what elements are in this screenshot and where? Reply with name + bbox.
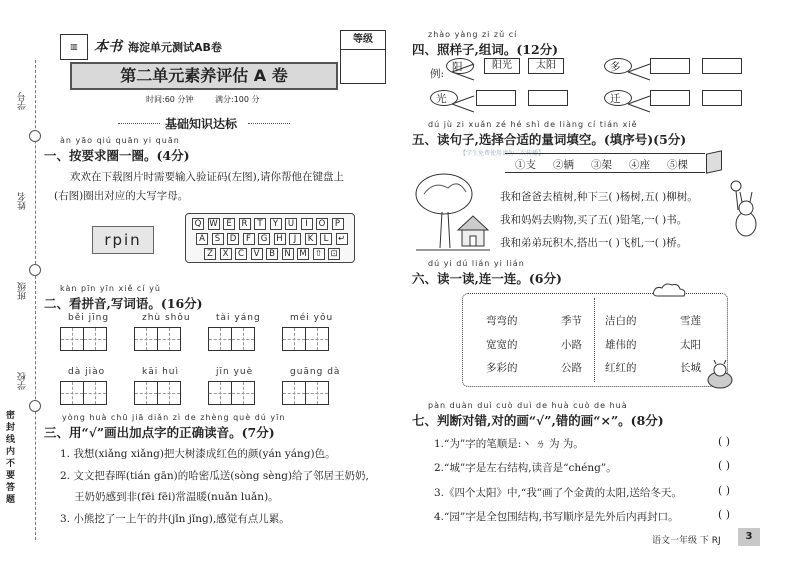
q6-right-a-1[interactable]: 洁白的	[605, 315, 637, 327]
exam-score: 满分:100 分	[215, 95, 260, 104]
footer-subject: 语文一年级 下 RJ	[652, 536, 721, 546]
answer-paren-1[interactable]: ( )	[718, 435, 731, 448]
q4-blank[interactable]	[650, 58, 690, 74]
q2-writing-grid[interactable]	[134, 327, 181, 351]
margin-label-name: 姓名	[18, 192, 28, 210]
q6-right-b-1[interactable]: 雪莲	[680, 315, 701, 327]
margin-label-student-number: 学号	[18, 92, 28, 110]
q2-item-pinyin: guāng dà	[290, 367, 341, 377]
writing-cell[interactable]	[83, 381, 107, 405]
bunny-illustration	[722, 180, 762, 250]
writing-cell[interactable]	[134, 327, 158, 351]
q3-pinyin: yòng huà chū jiā diǎn zì de zhèng què dú yīn	[62, 413, 286, 422]
keyboard-key[interactable]: H	[274, 233, 286, 245]
keyboard-key[interactable]: W	[209, 219, 218, 229]
example-word-1: 阳光	[484, 58, 520, 74]
exam-time: 时间:60 分钟	[146, 95, 194, 104]
example-word-2: 太阳	[528, 58, 564, 74]
keyboard-key[interactable]: J	[289, 233, 301, 245]
q4-char-2: 光	[436, 93, 447, 105]
q2-writing-grid[interactable]	[208, 381, 255, 405]
q5-sentence-3: 我和弟弟玩积木,搭出一( )飞机,一( )桥。	[500, 237, 688, 249]
answer-paren-4[interactable]: ( )	[718, 508, 731, 521]
q2-item-pinyin: kāi huì	[142, 367, 179, 377]
q4-blank[interactable]	[650, 90, 690, 106]
part-title-line-right	[248, 123, 290, 124]
option-2: ②辆	[553, 159, 574, 171]
q4-example-label: 例:	[430, 68, 445, 80]
q7-item-2: 2.“城”字是左右结构,读音是“chéng”。	[434, 462, 617, 474]
q5-sentence-2: 我和妈妈去购物,买了五( )铅笔,一( )书。	[500, 214, 688, 226]
q6-pinyin: dú yi dú lián yi lián	[428, 259, 525, 268]
q4-blank[interactable]	[702, 90, 742, 106]
captcha-image: rpin	[92, 226, 154, 254]
q3-title: 三、用“√”画出加点字的正确读音。(7分)	[44, 425, 275, 440]
keyboard-key[interactable]: I	[301, 218, 313, 230]
keyboard-key[interactable]: L	[320, 233, 332, 245]
q7-pinyin: pàn duàn duì cuò duì de huà cuò de huà	[428, 401, 628, 410]
keyboard-key[interactable]: V	[251, 248, 263, 260]
keyboard-key[interactable]: A	[196, 233, 208, 245]
q2-title: 二、看拼音,写词语。(16分)	[44, 296, 203, 311]
q6-left-a-2[interactable]: 宽宽的	[486, 339, 518, 351]
series-name: 海淀单元测试AB卷	[128, 41, 222, 54]
option-1: ①支	[515, 159, 536, 171]
robot-illustration	[702, 360, 738, 390]
option-5: ⑤棵	[667, 159, 688, 171]
q3-item-2: 2. 文文把春晖(tián gān)的哈密瓜送(sòng sèng)给了邻居王奶奶,	[60, 470, 369, 482]
example-char: 阳	[452, 61, 463, 73]
q4-blank[interactable]	[476, 90, 516, 106]
q6-left-b-3[interactable]: 公路	[561, 362, 582, 374]
q4-blank[interactable]	[702, 58, 742, 74]
writing-cell[interactable]	[60, 327, 84, 351]
q5-pinyin: dú jù zi xuǎn zé hé shì de liàng cí tián xiě	[428, 120, 638, 129]
writing-cell[interactable]	[305, 327, 329, 351]
page-number: 3	[738, 528, 760, 546]
q2-item-pinyin: tài yáng	[216, 313, 261, 323]
q6-right-a-3[interactable]: 红红的	[605, 362, 637, 374]
q3-item-3: 3. 小熊挖了一上午的井(jǐn jǐng),感觉有点儿累。	[60, 513, 290, 525]
margin-label-class: 班级	[18, 282, 28, 300]
writing-cell[interactable]	[231, 327, 255, 351]
option-3: ③架	[591, 159, 612, 171]
q7-item-1: 1.“为”字的笔顺是:丶 ㄌ 为 为。	[434, 438, 584, 450]
keyboard-key[interactable]: X	[220, 248, 232, 260]
q1-instruction-1: 欢欢在下载图片时需要输入验证码(左图),请你帮他在键盘上	[70, 171, 345, 183]
keyboard-key[interactable]: R	[239, 218, 251, 230]
q7-item-4: 4.“园”字是全包围结构,书写顺序是先外后内再封口。	[434, 511, 679, 523]
binding-hole	[29, 130, 41, 142]
keyboard-key[interactable]: D	[227, 233, 239, 245]
keyboard-key[interactable]: B	[266, 248, 278, 260]
keyboard	[185, 213, 355, 263]
title-banner	[70, 62, 338, 90]
writing-cell[interactable]	[60, 381, 84, 405]
keyboard-key[interactable]: S	[212, 233, 224, 245]
q2-item-pinyin: jīn yuè	[216, 367, 254, 377]
q6-right-a-2[interactable]: 雄伟的	[605, 339, 637, 351]
cloud-icon	[652, 282, 688, 300]
q6-right-b-2[interactable]: 太阳	[680, 339, 701, 351]
keyboard-key[interactable]: G	[258, 233, 270, 245]
margin-label-school: 学校	[18, 372, 28, 390]
q6-title: 六、读一读,连一连。(6分)	[412, 271, 562, 286]
writing-cell[interactable]	[282, 381, 306, 405]
keyboard-key[interactable]: F	[243, 233, 255, 245]
grade-label: 等级	[341, 31, 385, 50]
keyboard-key[interactable]: T	[254, 218, 266, 230]
q4-blank[interactable]	[528, 90, 568, 106]
writing-cell[interactable]	[305, 381, 329, 405]
q1-instruction-2: (右图)圈出对应的大写字母。	[54, 190, 189, 202]
q4-pinyin: zhào yàng zi zǔ cí	[428, 30, 518, 39]
page-title: 第二单元素养评估 A 卷	[120, 66, 288, 85]
margin-vertical-note: 密 封 线 内 不 要 答 题	[6, 411, 16, 505]
brand-name: 本书	[94, 39, 122, 55]
q6-left-a-1[interactable]: 弯弯的	[486, 315, 518, 327]
part-title: 基础知识达标	[165, 117, 238, 131]
q2-pinyin: kàn pīn yīn xiě cí yǔ	[60, 284, 161, 293]
answer-paren-3[interactable]: ( )	[718, 484, 731, 497]
q2-item-pinyin: běi jīng	[68, 313, 110, 323]
grade-box	[340, 30, 386, 84]
q4-title: 四、照样子,组词。(12分)	[412, 42, 559, 57]
q7-title: 七、判断对错,对的画“√”,错的画“×”。(8分)	[412, 413, 664, 428]
q3-item-2-cont: 王奶奶感到非(fēi fēi)常温暖(nuǎn luǎn)。	[74, 491, 279, 503]
binding-hole	[29, 400, 41, 412]
q3-item-1: 1. 我想(xiǎng xiǎng)把大树漆成红色的颜(yán yáng)色。	[60, 448, 336, 460]
brand-logo: ▥	[60, 34, 88, 60]
keyboard-key[interactable]: Q	[192, 218, 204, 230]
keyboard-key[interactable]: ⊡	[328, 248, 340, 260]
q6-left-b-2[interactable]: 小路	[561, 339, 582, 351]
q1-pinyin: àn yāo qiú quān yi quān	[60, 136, 180, 145]
binding-hole	[29, 264, 41, 276]
keyboard-key[interactable]: ⇧	[313, 248, 325, 260]
q2-writing-grid[interactable]	[134, 381, 181, 405]
keyboard-key[interactable]: P	[332, 218, 344, 230]
keyboard-key[interactable]: C	[235, 248, 247, 260]
keyboard-key[interactable]: Y	[270, 218, 282, 230]
keyboard-key[interactable]: E	[223, 218, 235, 230]
q2-writing-grid[interactable]	[60, 381, 107, 405]
tree-house-illustration	[412, 170, 492, 255]
q2-item-pinyin: méi yǒu	[290, 313, 334, 323]
keyboard-key[interactable]: N	[282, 248, 294, 260]
keyboard-key[interactable]: K	[305, 233, 317, 245]
answer-paren-2[interactable]: ( )	[718, 459, 731, 472]
q4-char-1: 多	[610, 61, 621, 73]
q2-writing-grid[interactable]	[60, 327, 107, 351]
part-title-line-left	[118, 123, 160, 124]
keyboard-key[interactable]: O	[316, 218, 328, 230]
q5-sentence-1: 我和爸爸去植树,种下三( )杨树,五( )柳树。	[500, 191, 698, 203]
q6-left-b-1[interactable]: 季节	[561, 315, 582, 327]
q2-item-pinyin: dà jiào	[68, 367, 106, 377]
writing-cell[interactable]	[231, 381, 255, 405]
q4-char-3: 迁	[610, 93, 621, 105]
watermark: 【学生免费使用请勿二次传播】	[460, 150, 545, 157]
writing-cell[interactable]	[282, 327, 306, 351]
option-4: ④座	[629, 159, 650, 171]
writing-cell[interactable]	[83, 327, 107, 351]
writing-cell[interactable]	[157, 327, 181, 351]
q5-title: 五、读句子,选择合适的量词填空。(填序号)(5分)	[412, 132, 687, 147]
keyboard-key[interactable]: U	[285, 218, 297, 230]
q7-item-3: 3.《四个太阳》中,“我”画了个金黄的太阳,送给冬天。	[434, 487, 682, 499]
q2-item-pinyin: zhù shǒu	[142, 313, 191, 323]
keyboard-key[interactable]: ↵	[336, 233, 348, 245]
q2-writing-grid[interactable]	[282, 327, 329, 351]
connect-divider	[594, 298, 595, 382]
q2-writing-grid[interactable]	[208, 327, 255, 351]
q1-title: 一、按要求圈一圈。(4分)	[44, 148, 190, 163]
book-icon	[706, 150, 722, 173]
keyboard-key[interactable]: M	[297, 248, 309, 260]
keyboard-key[interactable]: Z	[204, 248, 216, 260]
writing-cell[interactable]	[208, 327, 232, 351]
q2-writing-grid[interactable]	[282, 381, 329, 405]
writing-cell[interactable]	[134, 381, 158, 405]
q6-left-a-3[interactable]: 多彩的	[486, 362, 518, 374]
writing-cell[interactable]	[157, 381, 181, 405]
q6-right-b-3[interactable]: 长城	[680, 362, 701, 374]
writing-cell[interactable]	[208, 381, 232, 405]
